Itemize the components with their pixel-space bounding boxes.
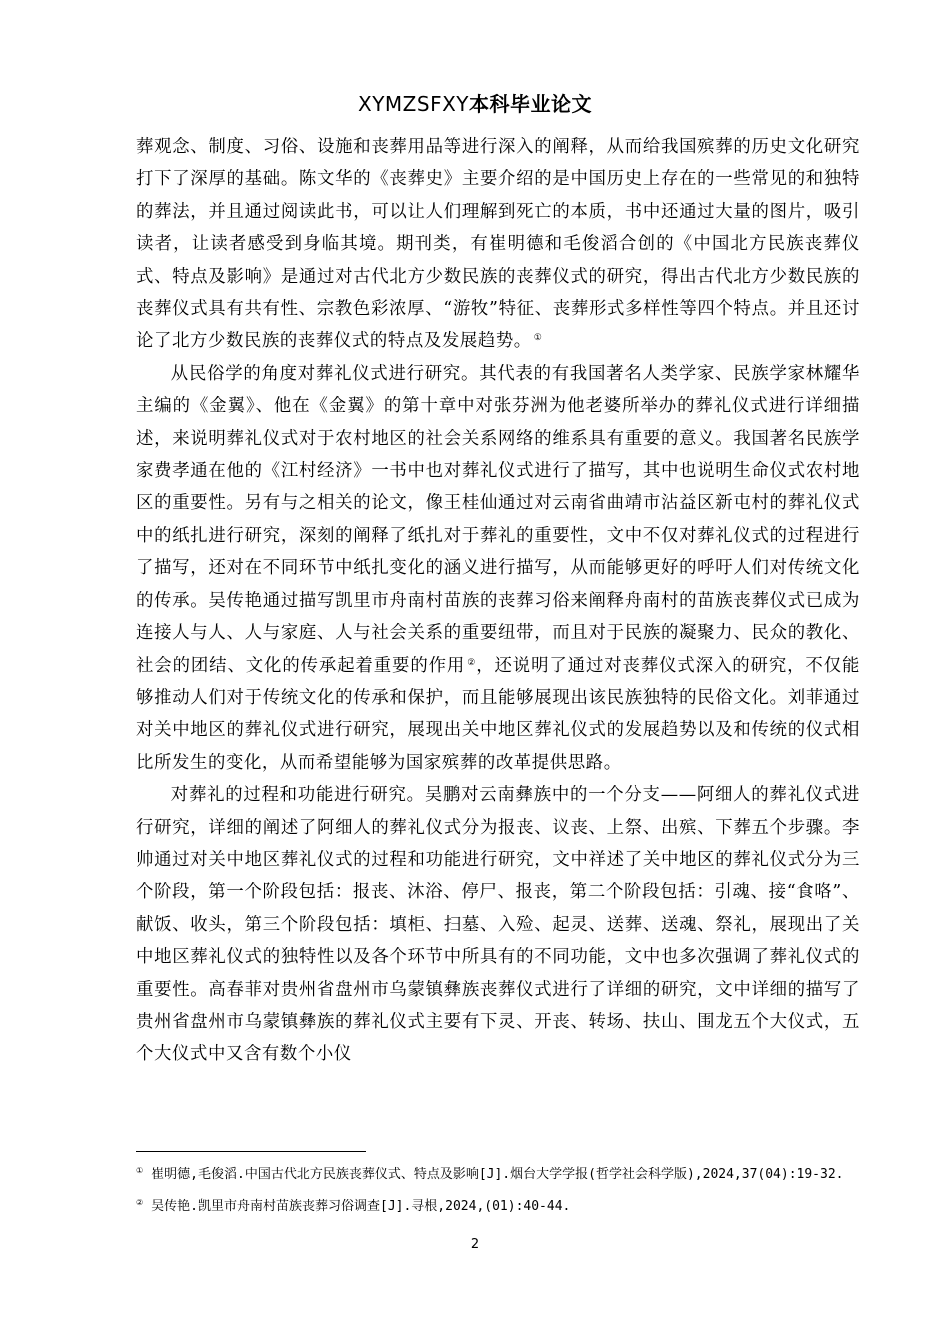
footnote-text: 吴传艳.凯里市舟南村苗族丧葬习俗调查[J].寻根,2024,(01):40-44.	[151, 1199, 571, 1214]
paragraph-folklore	[136, 358, 860, 779]
paragraph-text: 从民俗学的角度对葬礼仪式进行研究。其代表的有我国著名人类学家、民族学家林耀华主编的《金翼》、他在《金翼》的第十章中对张芬洲为他老婆所举办的葬礼仪式进行详细描述，来说明葬礼仪式对于农村地区的社会关系网络的维系具有重要的意义。我国著名民族学家费孝通在他的《江村经济》一书中也对葬礼仪式进行了描写，其中也说明生命仪式农村地区的重要性。另有与之相关的论文，像王桂仙通过对云南省曲靖市沾益区新屯村的葬礼仪式中的纸扎进行研究，深刻的阐释了纸扎对于葬礼的重要性，文中不仅对葬礼仪式的过程进行了描写，还对在不同环节中纸扎变化的涵义进行描写，从而能够更好的呼吁人们对传统文化的传承。吴传艳通过描写凯里市舟南村苗族的丧葬习俗来阐释舟南村的苗族丧葬仪式已成为连接人与人、人与家庭、人与社会关系的重要纽带，而且对于民族的凝聚力、民众的教化、社会的团结、文化的传承起着重要的作用	[136, 363, 860, 676]
paragraph-text-rest: ，还说明了通过对丧葬仪式深入的研究，不仅能够推动人们对于传统文化的传承和保护，而且能够展现出该民族独特的民俗文化。刘菲通过对关中地区的葬礼仪式进行研究，展现出关中地区葬礼仪式的发展趋势以及和传统的仪式相比所发生的变化，从而希望能够为国家殡葬的改革提供思路。	[136, 655, 860, 773]
footnotes	[136, 1159, 860, 1223]
footnote-number: ①	[136, 1166, 144, 1175]
paragraph-process-function	[136, 779, 860, 1071]
footnote-divider	[136, 1151, 366, 1152]
paragraph-continued	[136, 131, 860, 358]
footnote-text: 崔明德,毛俊滔.中国古代北方民族丧葬仪式、特点及影响[J].烟台大学学报(哲学社会科学版),2024,37(04):19-32.	[151, 1167, 844, 1182]
footnote-2	[136, 1191, 860, 1219]
paragraph-text: 葬观念、制度、习俗、设施和丧葬用品等进行深入的阐释，从而给我国殡葬的历史文化研究打下了深厚的基础。陈文华的《丧葬史》主要介绍的是中国历史上存在的一些常见的和独特的葬法，并且通过阅读此书，可以让人们理解到死亡的本质，书中还通过大量的图片，吸引读者，让读者感受到身临其境。期刊类，有崔明德和毛俊滔合创的《中国北方民族丧葬仪式、特点及影响》是通过对古代北方少数民族的丧葬仪式的研究，得出古代北方少数民族的丧葬仪式具有共有性、宗教色彩浓厚、“游牧”特征、丧葬形式多样性等四个特点。并且还讨论了北方少数民族的丧葬仪式的特点及发展趋势。	[136, 137, 860, 352]
paragraph-text: 对葬礼的过程和功能进行研究。吴鹏对云南彝族中的一个分支——阿细人的葬礼仪式进行研究，详细的阐述了阿细人的葬礼仪式分为报丧、议丧、上祭、出殡、下葬五个步骤。李帅通过对关中地区葬礼仪式的过程和功能进行研究，文中祥述了关中地区的葬礼仪式分为三个阶段，第一个阶段包括：报丧、沐浴、停尸、报丧，第二个阶段包括：引魂、接“食咯”、献饭、收头，第三个阶段包括：填柜、扫墓、入殓、起灵、送葬、送魂、祭礼，展现出了关中地区葬礼仪式的独特性以及各个环节中所具有的不同功能，文中也多次强调了葬礼仪式的重要性。高春菲对贵州省盘州市乌蒙镇彝族丧葬仪式进行了详细的研究，文中详细的描写了贵州省盘州市乌蒙镇彝族的葬礼仪式主要有下灵、开丧、转场、扶山、围龙五个大仪式，五个大仪式中又含有数个小仪	[136, 785, 860, 1065]
footnote-ref-1[interactable]: ①	[533, 333, 543, 344]
body-text	[136, 131, 860, 1071]
page-header	[0, 90, 950, 118]
footnote-1	[136, 1159, 860, 1187]
header-title: 本科毕业论文	[469, 92, 592, 116]
footnote-ref-2[interactable]: ②	[467, 657, 477, 668]
header-code: XYMZSFXY	[358, 92, 469, 116]
footnote-number: ②	[136, 1198, 144, 1207]
page-number: 2	[470, 1237, 480, 1252]
